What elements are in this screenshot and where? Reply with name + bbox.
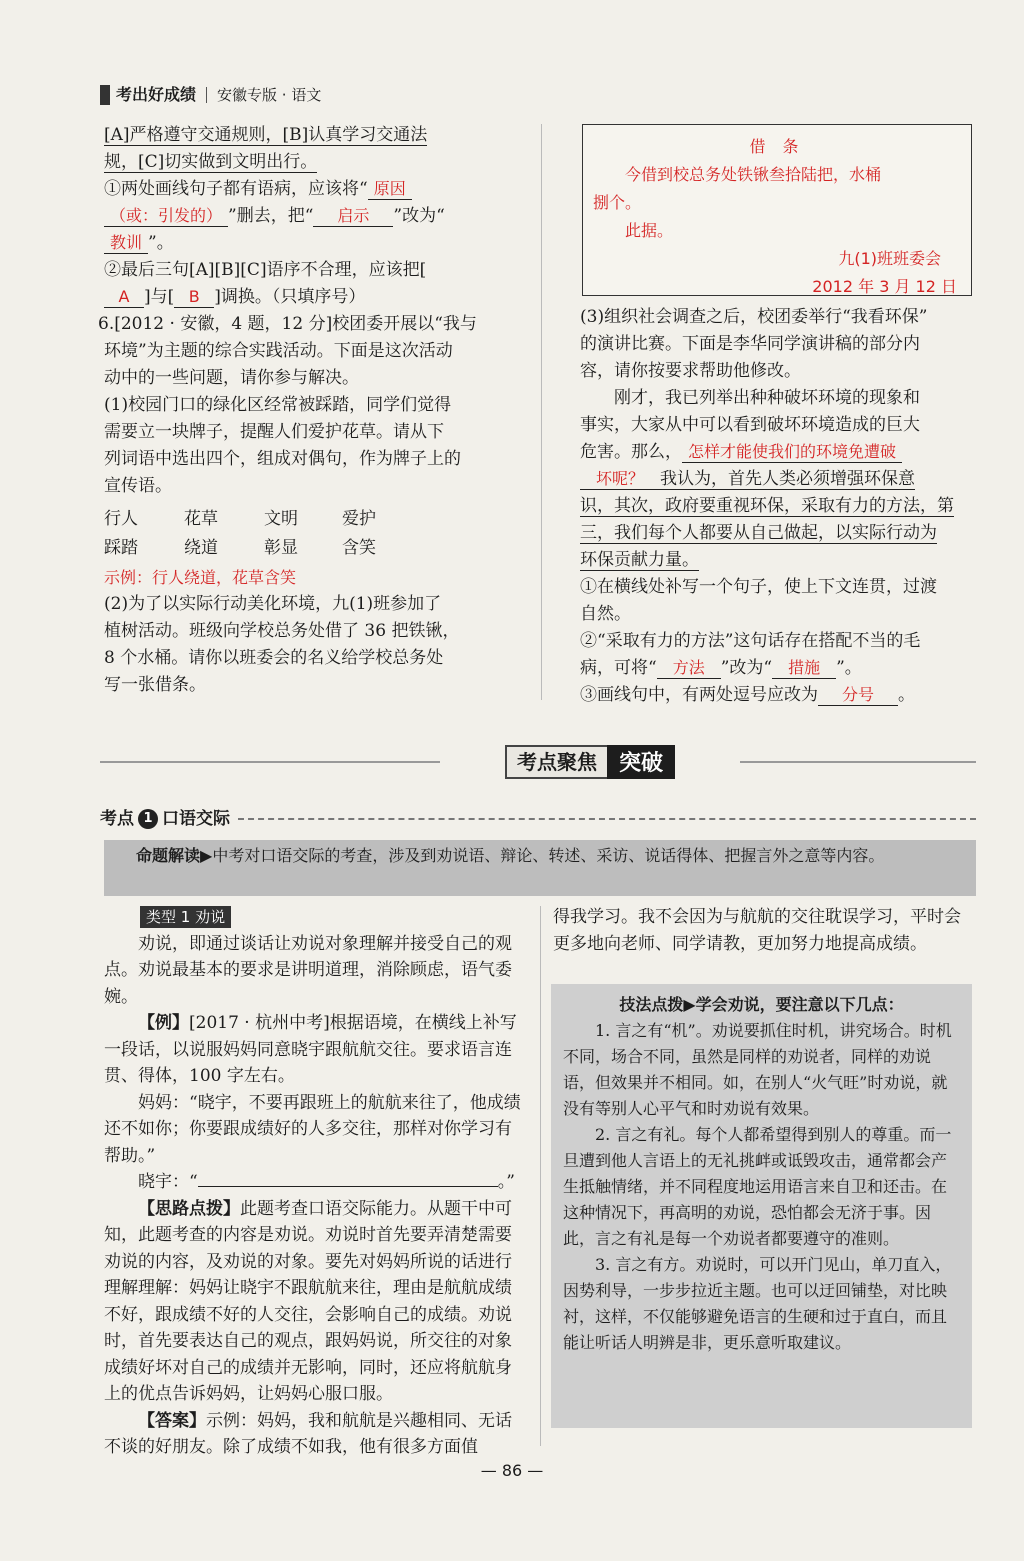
text-line: (2)为了以实际行动美化环境，九(1)班参加了 [104, 594, 442, 614]
column-divider [541, 124, 542, 700]
speech-line: 危害。那么， 怎样才能使我们的环境免遭破 [580, 439, 980, 466]
interpretation-box [104, 840, 976, 896]
topic-label: 考点 [100, 809, 134, 829]
example-question: 【例】[2017 · 杭州中考]根据语境，在横线上补写一段话，以说服妈妈同意晓宇跟航航交往。要求语言连贯、得体，100 字左右。 [104, 1013, 517, 1086]
banner-title [440, 744, 740, 780]
subject-label: 安徽专版 · 语文 [217, 86, 322, 104]
banner-title-part2: 突破 [607, 745, 675, 779]
speech-line: 坏呢？ 我认为，首先人类必须增强环保意 [580, 466, 980, 493]
banner-rule [740, 761, 976, 763]
text-line: 的演讲比赛。下面是李华同学演讲稿的部分内 [580, 334, 920, 354]
note-body: 此据。 [625, 221, 674, 240]
tip-item: 2. 言之有礼。每个人都希望得到别人的尊重。而一旦遭到他人言语上的无礼挑衅或诋毁攻击，通常都会产生抵触情绪，并不同程度地运用语言来自卫和还击。在这种情况下，再高明的劝说，恐怕都会无济于事。因此，言之有礼是每一个劝说者都要遵守的准则。 [563, 1125, 952, 1248]
answer-blank: 启示 [313, 206, 393, 227]
note-date: 2012 年 3 月 12 日 [812, 277, 957, 296]
note-title: 借 条 [749, 137, 805, 156]
header-bar-icon [100, 85, 110, 105]
text-line: 规，[C]切实做到文明出行。 [104, 152, 318, 172]
iou-note-box [582, 124, 972, 296]
paragraph: 劝说，即通过谈话让劝说对象理解并接受自己的观点。劝说最基本的要求是讲明道理，消除顾虑，语气委婉。 [104, 933, 512, 1007]
word-row [104, 506, 526, 533]
topic-number-icon: 1 [138, 809, 158, 829]
right-bottom-column [553, 904, 977, 957]
word: 彰显 [264, 538, 298, 558]
interpretation-text: 中考对口语交际的考查，涉及到劝说语、辩论、转述、采访、说话得体、把握言外之意等内容。 [212, 846, 885, 865]
answer-continued: 得我学习。我不会因为与航航的交往耽误学习，平时会更多地向老师、同学请教，更加努力地提高成绩。 [553, 907, 961, 954]
analysis: 【思路点拨】此题考查口语交际能力。从题干中可知，此题考查的内容是劝说。劝说时首先要弄清楚需要劝说的内容，及劝说的对象。要先对妈妈所说的话进行理解理解：妈妈让晓宇不跟航航来往，理由是航航成绩不好，跟成绩不好的人交往，会影响自己的成绩。劝说时，首先要表达自己的观点，跟妈妈说，所交往的对象成绩好坏对自己的成绩并无影响，同时，还应将航航身上的优点告诉妈妈，让妈妈心服口服。 [104, 1198, 512, 1404]
banner-rule [100, 761, 440, 763]
tip-item: 1. 言之有“机”。劝说要抓住时机，讲究场合。时机不同，场合不同，虽然是同样的劝说者，同样的劝说语，但效果并不相同。如，在别人“火气旺”时劝说，就没有等别人心平气和时劝说有效果。 [563, 1021, 952, 1118]
text-line: 容，请你按要求帮助他修改。 [580, 361, 801, 381]
text-line: 环境”为主题的综合实践活动。下面是这次活动 [104, 341, 453, 361]
word: 行人 [104, 509, 138, 529]
text-line: ②“采取有力的方法”这句话存在搭配不当的毛 [580, 631, 921, 651]
text-line: 宣传语。 [104, 476, 172, 496]
answer-blank: A [104, 287, 144, 308]
word: 踩踏 [104, 538, 138, 558]
question-2-cont: A ]与[ B ]调换。（只填序号） [104, 284, 526, 311]
topic-title: 口语交际 [162, 809, 230, 829]
answer-blank: 坏呢？ [580, 469, 660, 490]
speech-line: 识，其次，政府要重视环保，采取有力的方法，第 [580, 496, 954, 516]
speech-line: 刚才，我已列举出种种破坏环境的现象和 [614, 388, 920, 408]
text-line: ③画线句中，有两处逗号应改为 分号 。 [580, 685, 915, 705]
answer-blank: 怎样才能使我们的环境免遭破 [682, 442, 902, 463]
text-line: 自然。 [580, 604, 631, 624]
text-line: 病，可将“ 方法 ”改为“ 措施 ”。 [580, 658, 862, 678]
word: 绕道 [184, 538, 218, 558]
page-header [100, 82, 321, 108]
question-1: ①两处画线句子都有语病，应该将“ 原因 [104, 176, 526, 203]
text-line: 需要立一块牌子，提醒人们爱护花草。请从下 [104, 422, 444, 442]
right-top-column [580, 304, 980, 709]
word: 爱护 [342, 509, 376, 529]
answer-blank: B [174, 287, 214, 308]
answer-blank: 措施 [772, 658, 836, 679]
speech-line: 事实，大家从中可以看到破坏环境造成的巨大 [580, 415, 920, 435]
speech-line: 三，我们每个人都要从自己做起，以实际行动为 [580, 523, 937, 543]
tips-heading: 技法点拨▶学会劝说，要注意以下几点： [619, 995, 904, 1014]
dashed-rule [238, 818, 976, 820]
word: 含笑 [342, 538, 376, 558]
column-divider [540, 906, 541, 1446]
tips-box [551, 984, 972, 1428]
speech-line: 环保贡献力量。 [580, 550, 699, 570]
interpretation-label: 命题解读▶ [136, 846, 213, 865]
xiaoyu-dialogue: 晓宇：“ 。” [138, 1172, 515, 1192]
banner-title-part1: 考点聚焦 [505, 745, 607, 779]
note-body: 今借到校总务处铁锹叁拾陆把，水桶 [625, 165, 882, 184]
page-number: — 86 — [480, 1461, 544, 1480]
topic-heading [100, 806, 976, 832]
note-signature: 九(1)班班委会 [838, 249, 941, 268]
mom-dialogue: 妈妈：“晓宇，不要再跟班上的航航来往了，他成绩还不如你；你要跟成绩好的人多交往，那样对你学习有帮助。” [104, 1092, 521, 1166]
word-row [104, 535, 526, 562]
word: 文明 [264, 509, 298, 529]
text-line: 列词语中选出四个，组成对偶句，作为牌子上的 [104, 449, 461, 469]
text-line: ①在横线处补写一个句子，使上下文连贯，过渡 [580, 577, 937, 597]
note-body: 捌个。 [593, 193, 642, 212]
text-line: (1)校园门口的绿化区经常被踩踏，同学们觉得 [104, 395, 452, 415]
section-banner [100, 742, 976, 782]
series-title: 考出好成绩 [116, 85, 197, 104]
question-1-cont: （或：引发的） ”删去，把“ 启示 ”改为“ [104, 203, 526, 230]
text-line: 8 个水桶。请你以班委会的名义给学校总务处 [104, 648, 444, 668]
answer-blank: （或：引发的） [104, 206, 228, 227]
example-answer: 示例：行人绕道，花草含笑 [104, 568, 297, 587]
type-label: 类型 1 劝说 [140, 906, 231, 928]
tip-item: 3. 言之有方。劝说时，可以开门见山，单刀直入，因势利导，一步步拉近主题。也可以迂回铺垫，对比映衬，这样，不仅能够避免语言的生硬和过于直白，而且能让听话人明辨是非，更乐意听取建议。 [563, 1255, 952, 1352]
answer-blank: 教训 [104, 233, 148, 254]
answer-blank: 方法 [657, 658, 721, 679]
word: 花草 [184, 509, 218, 529]
text-line: [A]严格遵守交通规则，[B]认真学习交通法 [104, 125, 428, 145]
text-line: 动中的一些问题，请你参与解决。 [104, 368, 359, 388]
answer: 【答案】示例：妈妈，我和航航是兴趣相同、无话不谈的好朋友。除了成绩不如我，他有很多方面值 [104, 1410, 512, 1457]
answer-blank: 分号 [818, 685, 898, 706]
text-line: 植树活动。班级向学校总务处借了 36 把铁锹， [104, 621, 460, 641]
question-1-end: 教训 ”。 [104, 230, 526, 257]
answer-blank: 原因 [368, 179, 412, 200]
text-line: 写一张借条。 [104, 675, 206, 695]
left-top-column [98, 122, 526, 699]
question-6: 6.[2012 · 安徽，4 题，12 分]校团委开展以“我与 [98, 314, 477, 334]
left-bottom-column [104, 904, 528, 1461]
fill-blank [198, 1186, 498, 1187]
question-2: ②最后三句[A][B][C]语序不合理，应该把[ [104, 260, 427, 280]
header-separator [206, 87, 207, 103]
text-line: (3)组织社会调查之后，校团委举行“我看环保” [580, 307, 928, 327]
